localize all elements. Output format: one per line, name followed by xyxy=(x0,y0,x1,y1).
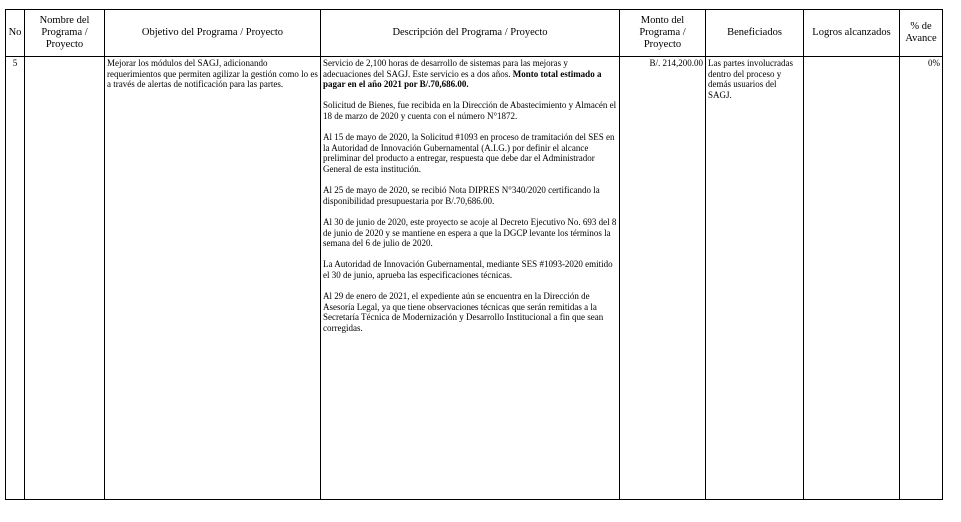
descripcion-paragraph-1 xyxy=(323,58,617,90)
descripcion-p1-bold: Monto total estimado a pagar en el año 2021 por B/.70,686.00. xyxy=(323,68,602,90)
header-no: No xyxy=(6,10,25,57)
header-row xyxy=(6,10,943,57)
header-beneficiados: Beneficiados xyxy=(706,10,804,57)
cell-monto: B/. 214,200.00 xyxy=(620,57,706,500)
header-logros: Logros alcanzados xyxy=(804,10,900,57)
cell-avance: 0% xyxy=(900,57,943,500)
cell-beneficiados: Las partes involucradas dentro del proceso y demás usuarios del SAGJ. xyxy=(706,57,804,500)
descripcion-p1-text: Servicio de 2,100 horas de desarrollo de sistemas para las mejoras y adecuaciones del SAGJ. Este servicio es a dos años. xyxy=(323,58,568,79)
header-objetivo: Objetivo del Programa / Proyecto xyxy=(105,10,321,57)
header-nombre: Nombre del Programa / Proyecto xyxy=(25,10,105,57)
descripcion-paragraph-3: Al 15 de mayo de 2020, la Solicitud #1093 en proceso de tramitación del SES en la Autoridad de Innovación Gubernamental (A.I.G.) por definir el alcance preliminar del producto a entregar, respuesta que debe dar el Administrador General de esta institución. xyxy=(323,132,615,174)
descripcion-paragraph-2: Solicitud de Bienes, fue recibida en la Dirección de Abastecimiento y Almacén el 18 de marzo de 2020 y cuenta con el número N°1872. xyxy=(323,100,617,121)
header-descripcion: Descripción del Programa / Proyecto xyxy=(321,10,620,57)
descripcion-paragraph-7: Al 29 de enero de 2021, el expediente aún se encuentra en la Dirección de Asesoría Legal, ya que tiene observaciones técnicas que serán remitidas a la Secretaría Técnica de Modernización y Desarrollo Institucional a fin que sean corregidas. xyxy=(323,291,604,333)
table-row xyxy=(6,57,943,500)
descripcion-paragraph-4: Al 25 de mayo de 2020, se recibió Nota DIPRES N°340/2020 certificando la disponibilidad presupuestaria por B/.70,686.00. xyxy=(323,185,600,206)
cell-objetivo: Mejorar los módulos del SAGJ, adicionando requerimientos que permiten agilizar la gestión como lo es a través de alertas de notificación para las partes. xyxy=(105,57,321,500)
cell-no: 5 xyxy=(6,57,25,500)
cell-nombre xyxy=(25,57,105,500)
programs-table xyxy=(5,9,943,500)
header-monto: Monto del Programa / Proyecto xyxy=(620,10,706,57)
header-avance: % de Avance xyxy=(900,10,943,57)
cell-descripcion xyxy=(321,57,620,500)
descripcion-paragraph-5: Al 30 de junio de 2020, este proyecto se acoje al Decreto Ejecutivo No. 693 del 8 de junio de 2020 y se mantiene en espera a que la DGCP levante los términos la semana del 6 de julio de 2020. xyxy=(323,216,617,249)
descripcion-paragraph-6: La Autoridad de Innovación Gubernamental, mediante SES #1093-2020 emitido el 30 de junio, aprueba las especificaciones técnicas. xyxy=(323,259,613,280)
cell-logros xyxy=(804,57,900,500)
